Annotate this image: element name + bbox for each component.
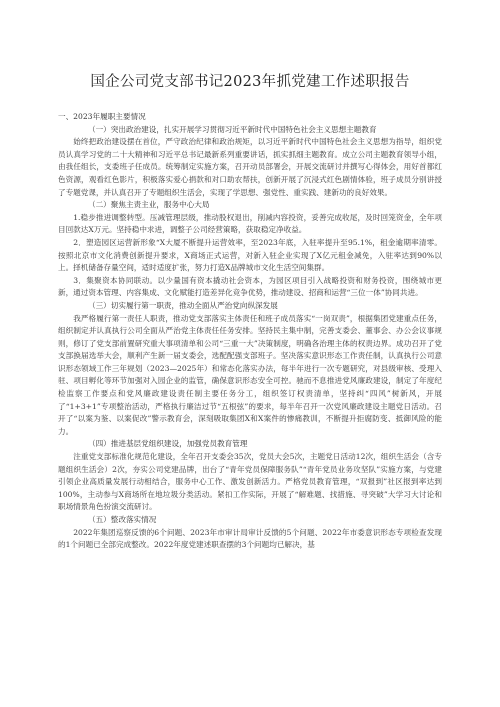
subsection-heading: （四）推进基层党组织建设，加强党员教育管理 xyxy=(88,439,248,449)
body-paragraph: 注重党支部标准化规范化建设，全年召开支委会35次，党员大会5次，主题党日活动12次，组织生活会（含专题组织生活会）2次，夯实公司党建品牌，出台了“青年党员保障服务队”“青年党员业务攻坚队”实施方案，与党建引领企业高质量发展行动相结合，服务中心工作、激发创新活力。严格党员教育管理，“双报到”社区报到率达到100%，主动参与X商场所在地垃圾分类活动。紧扣工作实际，开展了“解难题、找措施、寻突破”大学习大讨论和职场情景角色扮演交流研讨。 xyxy=(58,452,442,512)
body-paragraph: 3．集聚资本协同联动。以少量国有资本撬动社会资本，为园区项目引入战略投资和财务投资，围绕城市更新，通过资本管理、内容集成、文化赋能打造差异化竞争优势，推动建设、招商和运营“三位一体”协同共进。 xyxy=(58,275,442,298)
body-paragraph: 始终把政治建设摆在首位，严守政治纪律和政治规矩，以习近平新时代中国特色社会主义思想为指导，组织党员认真学习党的二十大精神和习近平总书记最新系列重要讲话，抓实抓细主题教育。成立公司主题教育领导小组，由我任组长，支委班子任成员。统筹制定实施方案，召开动员部署会，开展交流研讨并撰写心得体会，用好首都红色资源，观看红色影片，积极落实爱心捐款和对口助农帮扶，创新开展了沉浸式红色剧情体验，班子成员分别讲授了专题党课，并认真召开了专题组织生活会，实现了学思想、强党性、重实践、建新功的良好效果。 xyxy=(58,137,442,197)
body-paragraph: 我严格履行第一责任人职责，推动党支部落实主体责任和班子成员落实“一岗双责”，根据集团党建重点任务，组织制定并认真执行公司全面从严治党主体责任任务安排。坚持民主集中制，完善支委会、董事会、办公会议事规则，修订了党支部前置研究重大事项清单和公司“三重一大”决策制度，明确各治理主体的权责边界。成功召开了党支部换届选举大会，顺利产生新一届支委会，选配配强支部班子。坚决落实意识形态工作责任制，认真执行公司意识形态领域工作三年规划（2023—2025年）和常态化落实办法，每半年进行一次专题研究，对县级审核、受理入驻、项目孵化等环节加强对入园企业的监管，确保意识形态安全可控。驰而不息推进党风廉政建设，制定了年度纪检监察工作要点和党风廉政建设责任制主要任务分工，组织签订权责清单，坚持纠“四风”树新风，开展了“1+3+1”专项整治活动，严格执行廉洁过节“五根弦”的要求，每半年召开一次党风廉政建设主题党日活动。召开了“以案为鉴、以案促改”警示教育会，深刻吸取集团X和X案件的惨痛教训，不断提升拒腐防变、抵御风险的能力。 xyxy=(58,313,442,436)
subsection-heading: （一）突出政治建设，扎实开展学习贯彻习近平新时代中国特色社会主义思想主题教育 xyxy=(88,124,377,134)
document-title: 国企公司党支部书记2023年抓党建工作述职报告 xyxy=(90,74,410,90)
body-paragraph: 2．塑造园区运营新形象“X大厦不断提升运营效率，至2023年底，入驻率提升至95.1%，租金逾期率清零。按照北京市文化消费创新提升要求，X商场正式运营，对新入驻企业实现了X亿元租金减免，入驻率达到90%以上。择机储备存量空间，适时适度扩张，努力打造X品牌城市文化生活空间集群。 xyxy=(58,237,442,273)
body-paragraph: 1.稳步推进调整转型。压减管理层级，推动股权退出，削减内容投资，妥善完成收尾，及时回笼资金，全年项目回款达X万元。坚持稳中求进，调整子公司经营策略，获取稳定净收益。 xyxy=(58,212,442,235)
subsection-heading: （三）切实履行第一职责，推动全面从严治党向纵深发展 xyxy=(88,300,278,310)
subsection-heading: （二）聚焦主责主业，服务中心大局 xyxy=(88,200,210,210)
section-heading: 一、2023年履职主要情况 xyxy=(58,112,146,121)
document-body xyxy=(58,111,442,552)
subsection-heading: （五）整改落实情况 xyxy=(88,515,157,524)
body-paragraph: 2022年集团巡察反馈的6个问题、2023年市审计局审计反馈的5个问题、2022年市委意识形态专项检查发现的1个问题已全部完成整改。2022年度党建述职查摆的3个问题均已解决，基 xyxy=(58,527,442,550)
